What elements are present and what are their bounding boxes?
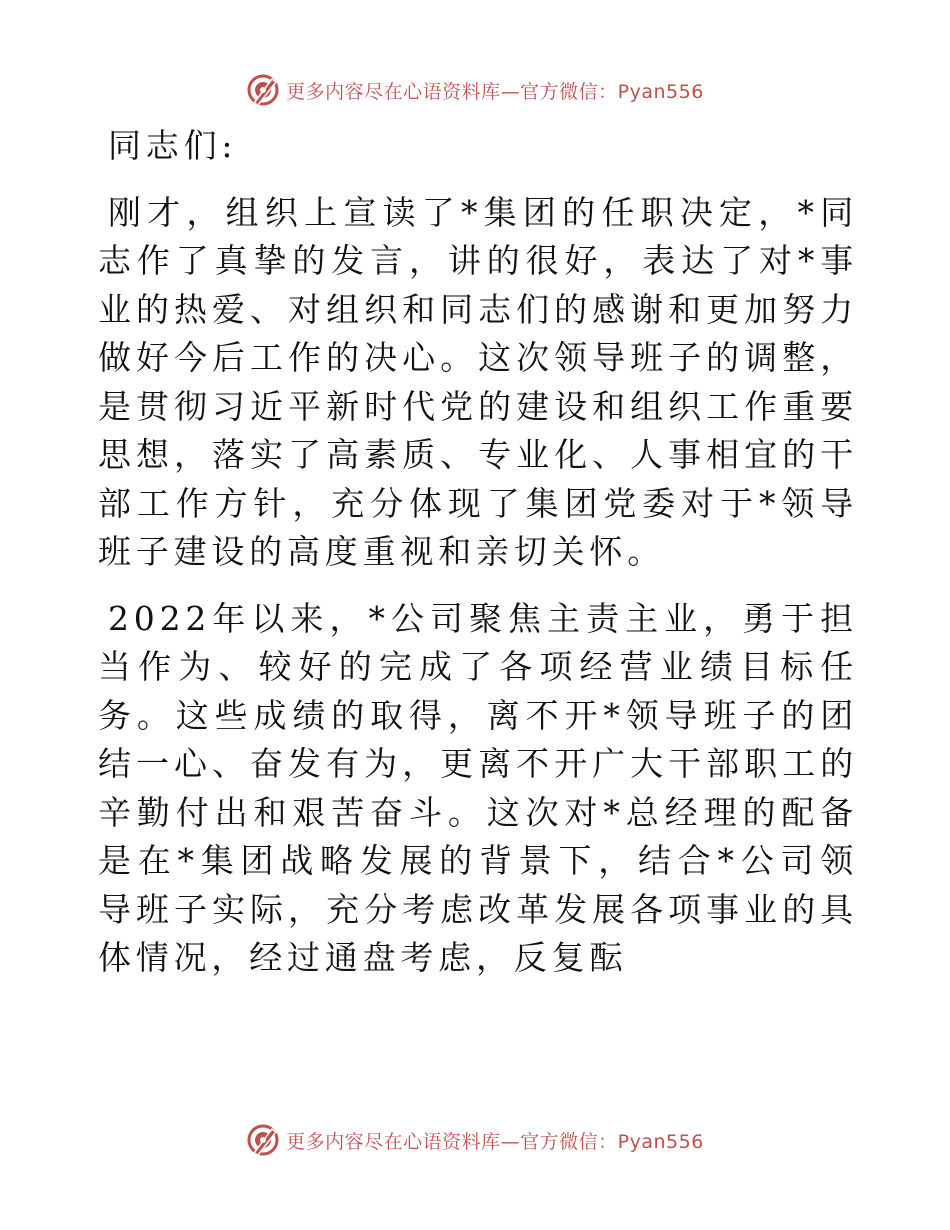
paragraph-1: 刚才，组织上宣读了*集团的任职决定，*同志作了真挚的发言，讲的很好，表达了对*事业的热爱、对组织和同志们的感谢和更加努力做好今后工作的决心。这次领导班子的调整，是贯彻习近平新时代党的建设和组织工作重要思想，落实了高素质、专业化、人事相宜的干部工作方针，充分体现了集团党委对于*领导班子建设的高度重视和亲切关怀。 — [98, 192, 858, 571]
footer-watermark-banner — [0, 1120, 950, 1160]
pen-seal-logo-icon — [246, 73, 280, 107]
document-body — [98, 122, 858, 1001]
footer-watermark-text: 更多内容尽在心语资料库—官方微信：Pyan556 — [286, 1130, 704, 1153]
header-watermark-banner — [0, 70, 950, 110]
salutation: 同志们: — [108, 126, 238, 165]
pen-seal-logo-icon — [246, 1123, 280, 1157]
paragraph-2: 2022年以来，*公司聚焦主责主业，勇于担当作为、较好的完成了各项经营业绩目标任务。这些成绩的取得，离不开*领导班子的团结一心、奋发有为，更离不开广大干部职工的辛勤付出和艰苦奋斗。这次对*总经理的配备是在*集团战略发展的背景下，结合*公司领导班子实际，充分考虑改革发展各项事业的具体情况，经过通盘考虑，反复酝 — [98, 598, 858, 977]
header-watermark-text: 更多内容尽在心语资料库—官方微信：Pyan556 — [286, 80, 704, 103]
